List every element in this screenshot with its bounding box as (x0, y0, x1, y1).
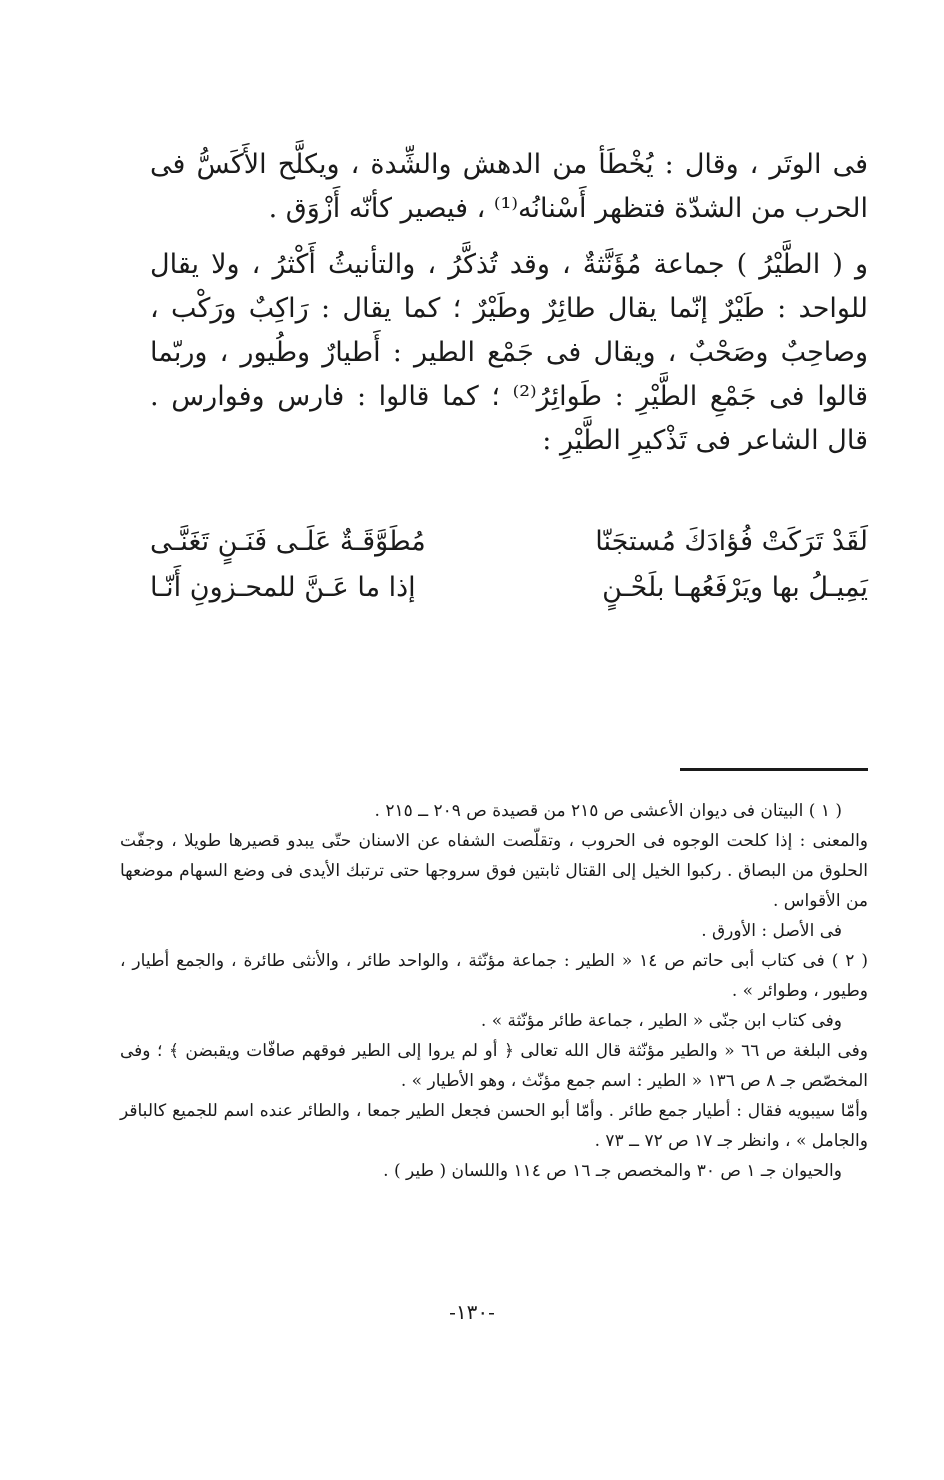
footnote-1-note: فى الأصل : الأورق . (701, 921, 842, 941)
footnotes (120, 796, 868, 1186)
poem-verse-1 (150, 519, 868, 565)
footnote-1-title: ( ١ ) البيتان فى ديوان الأعشى ص ٢١٥ من قصيدة ص ٢٠٩ ــ ٢١٥ . (374, 801, 842, 821)
verse-1-first-hemistich: لَقَدْ تَرَكَتْ فُؤادَكَ مُستجَنّا (595, 526, 868, 557)
main-paragraph-1: فى الوتَر ، وقال : يُخْطَأ من الدهش والشِّدة ، ويكلَّح الأَكَسُّ فى الحرب من الشدّة فتظهر أَسْنانُه⁽¹⁾ ، فيصير كأنّه أَزْوَق . (150, 149, 868, 224)
page-number: -١٣٠- (449, 1300, 495, 1324)
main-paragraph-2: و ( الطَّيْرُ ) جماعة مُؤَنَّثةٌ ، وقد تُذكَّرُ ، والتأنيثُ أَكْثرُ ، ولا يقال للواحد : طَيْرٌ إنّما يقال طائِرٌ وطَيْرٌ ؛ كما يقال : رَاكِبٌ ورَكْب ، وصاحِبٌ وصَحْبٌ ، ويقال فى جَمْع الطير : أَطيارٌ وطُيور ، وربّما قالوا فى جَمْعِ الطَّيْرِ : طَوائِرُ⁽²⁾ ؛ كما قالوا : فارس وفوارس . قال الشاعر فى تَذْكيرِ الطَّيْرِ : (150, 249, 869, 456)
footnote-2-line-5: والحيوان جـ ١ ص ٣٠ والمخصص جـ ١٦ ص ١١٤ واللسان ( طير ) . (383, 1161, 842, 1181)
footnote-2-title: ( ٢ ) فى كتاب أبى حاتم ص ١٤ « الطير : جماعة مؤنّثة ، والواحد طائر ، والأنثى طائرة ، والجمع أطيار ، وطيور ، وطوائر » . (120, 951, 868, 1001)
footnote-2-line-4: وأمّا سيبويه فقال : أطيار جمع طائر . وأمّا أبو الحسن فجعل الطير جمعا ، والطائر عنده اسم للجميع كالباقر والجامل » ، وانظر جـ ١٧ ص ٧٢ ــ ٧٣ . (120, 1101, 868, 1151)
footnote-2-line-3: وفى البلغة ص ٦٦ « والطير مؤنّثة قال الله تعالى ﴿ أو لم يروا إلى الطير فوقهم صافّات ويقبضن ﴾ ؛ وفى المخصّص جـ ٨ ص ١٣٦ « الطير : اسم جمع مؤنّث ، وهو الأطيار » . (120, 1041, 868, 1091)
poem-verse-2 (150, 565, 868, 611)
verse-2-first-hemistich: يَمِيـلُ بها ويَرْفَعُهـا بلَحْـنٍ (602, 572, 868, 603)
main-text (150, 143, 868, 463)
poem (150, 519, 868, 611)
footnote-2-line-2: وفى كتاب ابن جنّى « الطير ، جماعة طائر مؤنّثة » . (480, 1011, 842, 1031)
footnote-divider (680, 768, 868, 771)
footnote-1-body: والمعنى : إذا كلحت الوجوه فى الحروب ، وتقلّصت الشفاه عن الاسنان حتّى يبدو قصيرها طويلا ، وجفّت الحلوق من البصاق . ركبوا الخيل إلى القتال ثابتين فوق سروجها حتى ترتبك الأيدى فى وضع السهام موضعها من الأقواس . (120, 831, 868, 911)
verse-1-second-hemistich: مُطَوَّقَـةٌ عَلَـى فَنَـنٍ تَغَنَّـى (150, 526, 426, 557)
verse-2-second-hemistich: إذا ما عَـنَّ للمحـزونِ أَنّـا (150, 572, 416, 603)
